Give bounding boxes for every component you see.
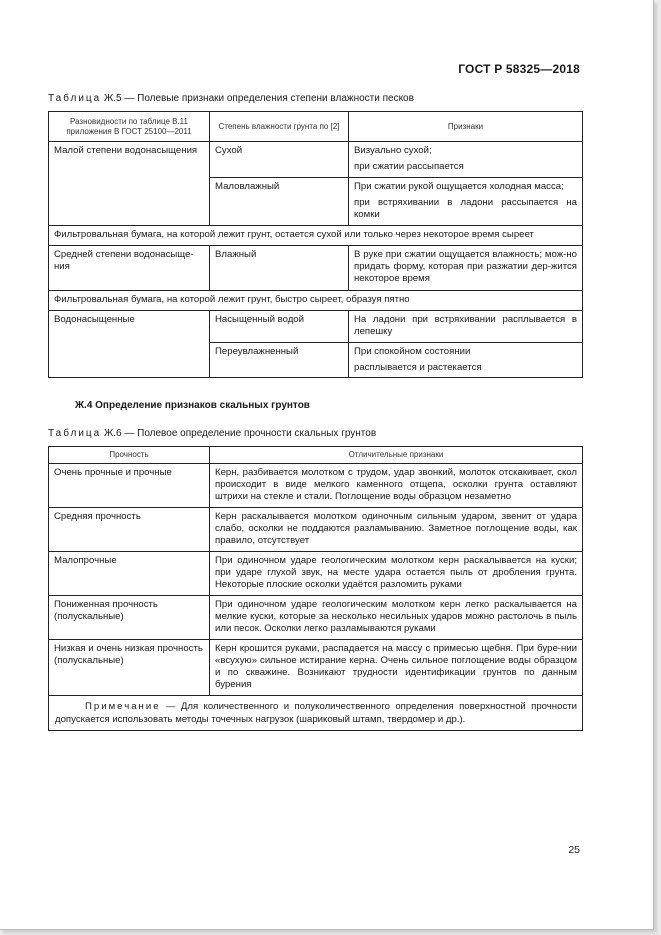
table6-strength-cell: Средняя прочность bbox=[49, 508, 210, 552]
table-row bbox=[49, 311, 583, 343]
signs-line: Визуально сухой; bbox=[354, 145, 432, 156]
table5-signs-cell: В руке при сжатии ощущается влажность; мож-но придать форму, которая при разжатии дер-жится некоторое время bbox=[349, 246, 583, 291]
table5-variety-cell: Средней степени водонасыще-ния bbox=[49, 246, 210, 291]
table5-span-note: Фильтровальная бумага, на которой лежит грунт, остается сухой или только через некоторое время сыреет bbox=[49, 226, 583, 246]
table5-signs-cell bbox=[349, 178, 583, 226]
signs-line: при сжатии рассыпается bbox=[354, 161, 464, 172]
table5-degree-cell: Сухой bbox=[210, 142, 349, 178]
table5-header-signs: Признаки bbox=[349, 112, 583, 142]
page-number: 25 bbox=[568, 844, 580, 856]
table-row bbox=[49, 142, 583, 178]
table6-caption-text: Ж.6 — Полевое определение прочности скальных грунтов bbox=[101, 428, 377, 439]
table5-caption-text: Ж.5 — Полевые признаки определения степени влажности песков bbox=[101, 93, 414, 104]
signs-line: При сжатии рукой ощущается холодная масса; bbox=[354, 181, 564, 192]
table6-strength-cell: Пониженная прочность (полускальные) bbox=[49, 596, 210, 640]
table-row bbox=[49, 246, 583, 291]
table6-header-signs: Отличительные признаки bbox=[210, 447, 583, 464]
table-row bbox=[49, 464, 583, 508]
signs-line: При спокойном состоянии bbox=[354, 346, 471, 357]
note-label: Примечание bbox=[85, 701, 161, 712]
table5-variety-cell: Малой степени водонасыщения bbox=[49, 142, 210, 226]
table-row bbox=[49, 696, 583, 731]
table5-degree-cell: Насыщенный водой bbox=[210, 311, 349, 343]
standard-designation: ГОСТ Р 58325—2018 bbox=[458, 62, 580, 76]
table6-strength-cell: Низкая и очень низкая прочность (полускальные) bbox=[49, 640, 210, 696]
table-row bbox=[49, 508, 583, 552]
signs-line: расплывается и растекается bbox=[354, 362, 482, 373]
table6-header-row bbox=[49, 447, 583, 464]
table5-header-variety: Разновидности по таблице В.11 приложения В ГОСТ 25100—2011 bbox=[49, 112, 210, 142]
table6-strength-cell: Очень прочные и прочные bbox=[49, 464, 210, 508]
table5-signs-cell bbox=[349, 343, 583, 378]
table6-signs-cell: При одиночном ударе геологическим молотком керн раскалывается на куски; при ударе глухой звук, на месте удара остается пыль от дробления грунта. Некоторые плоские осколки удаётся разломить руками bbox=[210, 552, 583, 596]
table-row bbox=[49, 552, 583, 596]
table5-header-degree: Степень влажности грунта по [2] bbox=[210, 112, 349, 142]
table6-signs-cell: Керн крошится руками, распадается на массу с примесью щебня. При буре-нии «всухую» сильное истирание керна. Очень сильное поглощение воды образцом и по скважине. Возникают трудности идентификации грунтов по данным бурения bbox=[210, 640, 583, 696]
table6 bbox=[48, 446, 583, 731]
table6-signs-cell: При одиночном ударе геологическим молотком керн легко раскалывается на мелкие куски, которые за несколько несильных ударов можно растолочь в пыль или песок. Осколки легко разламываются руками bbox=[210, 596, 583, 640]
table-row bbox=[49, 226, 583, 246]
table5-caption-prefix: Таблица bbox=[48, 93, 102, 104]
table5-degree-cell: Переувлажненный bbox=[210, 343, 349, 378]
table6-strength-cell: Малопрочные bbox=[49, 552, 210, 596]
table5-degree-cell: Маловлажный bbox=[210, 178, 349, 226]
table6-note bbox=[49, 696, 583, 731]
table5-degree-cell: Влажный bbox=[210, 246, 349, 291]
table-row bbox=[49, 640, 583, 696]
table-row bbox=[49, 596, 583, 640]
table-row bbox=[49, 291, 583, 311]
section-heading: Ж.4 Определение признаков скальных грунтов bbox=[75, 400, 310, 411]
table5-caption bbox=[48, 93, 414, 104]
table6-caption-prefix: Таблица bbox=[48, 428, 102, 439]
table5-span-note: Фильтровальная бумага, на которой лежит грунт, быстро сыреет, образуя пятно bbox=[49, 291, 583, 311]
signs-line: при встряхивании в ладони рассыпается на комки bbox=[354, 197, 577, 220]
table5-signs-cell bbox=[349, 142, 583, 178]
table6-signs-cell: Керн раскалывается молотком одиночным сильным ударом, звенит от удара слабо, осколки не поддаются разламыванию. Заметное поглощение воды, как правило, отсутствует bbox=[210, 508, 583, 552]
table6-header-strength: Прочность bbox=[49, 447, 210, 464]
table5-header-row bbox=[49, 112, 583, 142]
table6-caption bbox=[48, 428, 376, 439]
table5 bbox=[48, 111, 583, 378]
table5-variety-cell: Водонасыщенные bbox=[49, 311, 210, 378]
note-text: — Для количественного и полуколичественного определения поверхностной прочности допускается использовать методы точечных нагрузок (шариковый штамп, твердомер и др.). bbox=[55, 701, 577, 725]
table6-signs-cell: Керн, разбивается молотком с трудом, удар звонкий, молоток отскакивает, скол происходит в виде мелкого каменного отщепа, осколки грунта оставляют штрихи на стекле и стали. Поглощение воды образцом незаметно bbox=[210, 464, 583, 508]
table5-signs-cell: На ладони при встряхивании расплывается в лепешку bbox=[349, 311, 583, 343]
